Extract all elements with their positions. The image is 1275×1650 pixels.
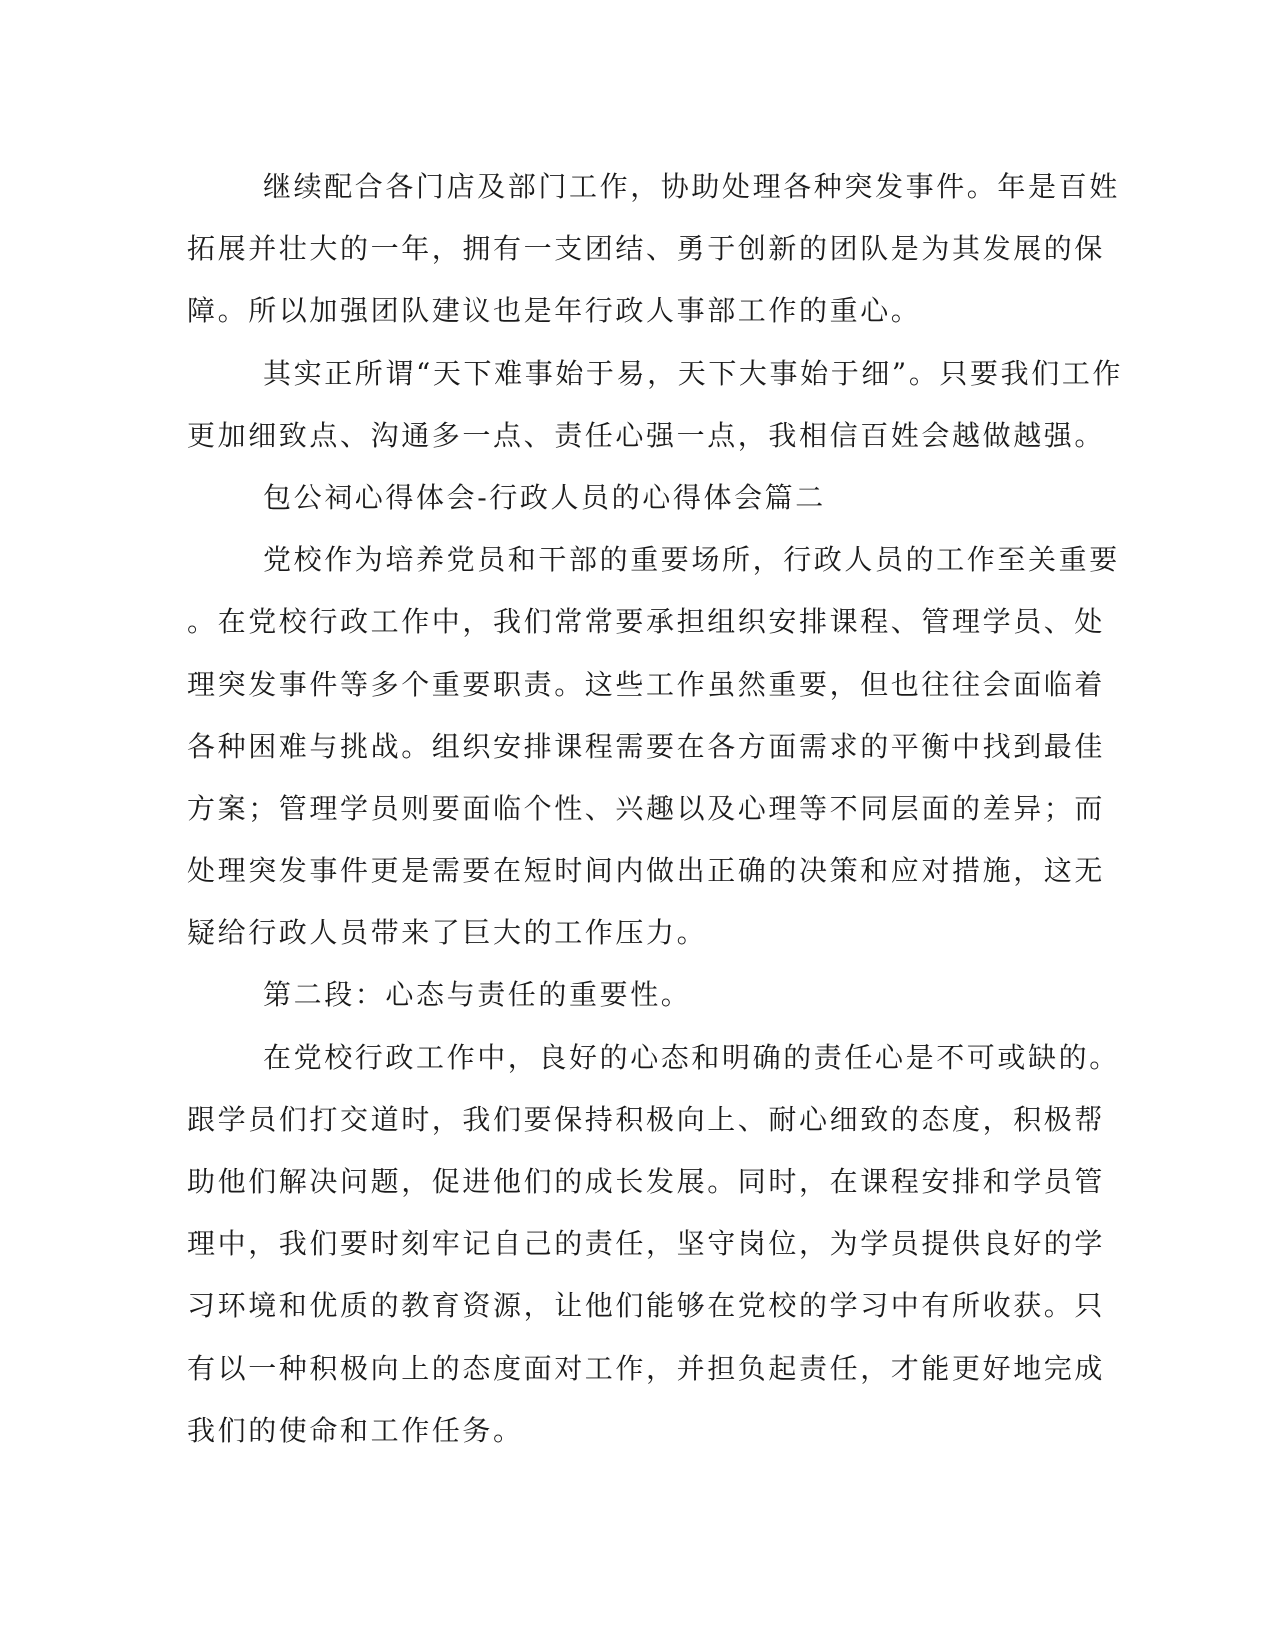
section-heading: 包公祠心得体会-行政人员的心得体会篇二 [263, 480, 826, 514]
paragraph-line: 。在党校行政工作中，我们常常要承担组织安排课程、管理学员、处 [187, 605, 1106, 639]
paragraph-line: 跟学员们打交道时，我们要保持积极向上、耐心细致的态度，积极帮 [187, 1102, 1106, 1136]
document-body [187, 156, 1124, 1462]
paragraph-line: 方案；管理学员则要面临个性、兴趣以及心理等不同层面的差异；而 [187, 791, 1106, 825]
paragraph-line: 党校作为培养党员和干部的重要场所，行政人员的工作至关重要 [263, 543, 1120, 577]
paragraph-line: 各种困难与挑战。组织安排课程需要在各方面需求的平衡中找到最佳 [187, 729, 1106, 763]
paragraph-line: 其实正所谓“天下难事始于易，天下大事始于细”。只要我们工作 [263, 356, 1124, 390]
section-heading: 第二段：心态与责任的重要性。 [263, 978, 692, 1012]
paragraph-line: 我们的使命和工作任务。 [187, 1413, 524, 1447]
paragraph-line: 更加细致点、沟通多一点、责任心强一点，我相信百姓会越做越强。 [187, 418, 1106, 452]
paragraph-line: 助他们解决问题，促进他们的成长发展。同时，在课程安排和学员管 [187, 1165, 1106, 1198]
paragraph-line: 有以一种积极向上的态度面对工作，并担负起责任，才能更好地完成 [187, 1351, 1106, 1385]
paragraph-line: 处理突发事件更是需要在短时间内做出正确的决策和应对措施，这无 [187, 854, 1106, 888]
paragraph-line: 在党校行政工作中，良好的心态和明确的责任心是不可或缺的。 [263, 1040, 1120, 1074]
paragraph-line: 习环境和优质的教育资源，让他们能够在党校的学习中有所收获。只 [187, 1289, 1106, 1323]
paragraph-line: 疑给行政人员带来了巨大的工作压力。 [187, 916, 708, 950]
paragraph-line: 障。所以加强团队建议也是年行政人事部工作的重心。 [187, 294, 922, 328]
paragraph-line: 继续配合各门店及部门工作，协助处理各种突发事件。年是百姓 [263, 170, 1120, 203]
paragraph-line: 理突发事件等多个重要职责。这些工作虽然重要，但也往往会面临着 [187, 667, 1106, 701]
paragraph-line: 理中，我们要时刻牢记自己的责任，坚守岗位，为学员提供良好的学 [187, 1227, 1106, 1261]
paragraph-line: 拓展并壮大的一年，拥有一支团结、勇于创新的团队是为其发展的保 [187, 232, 1106, 266]
